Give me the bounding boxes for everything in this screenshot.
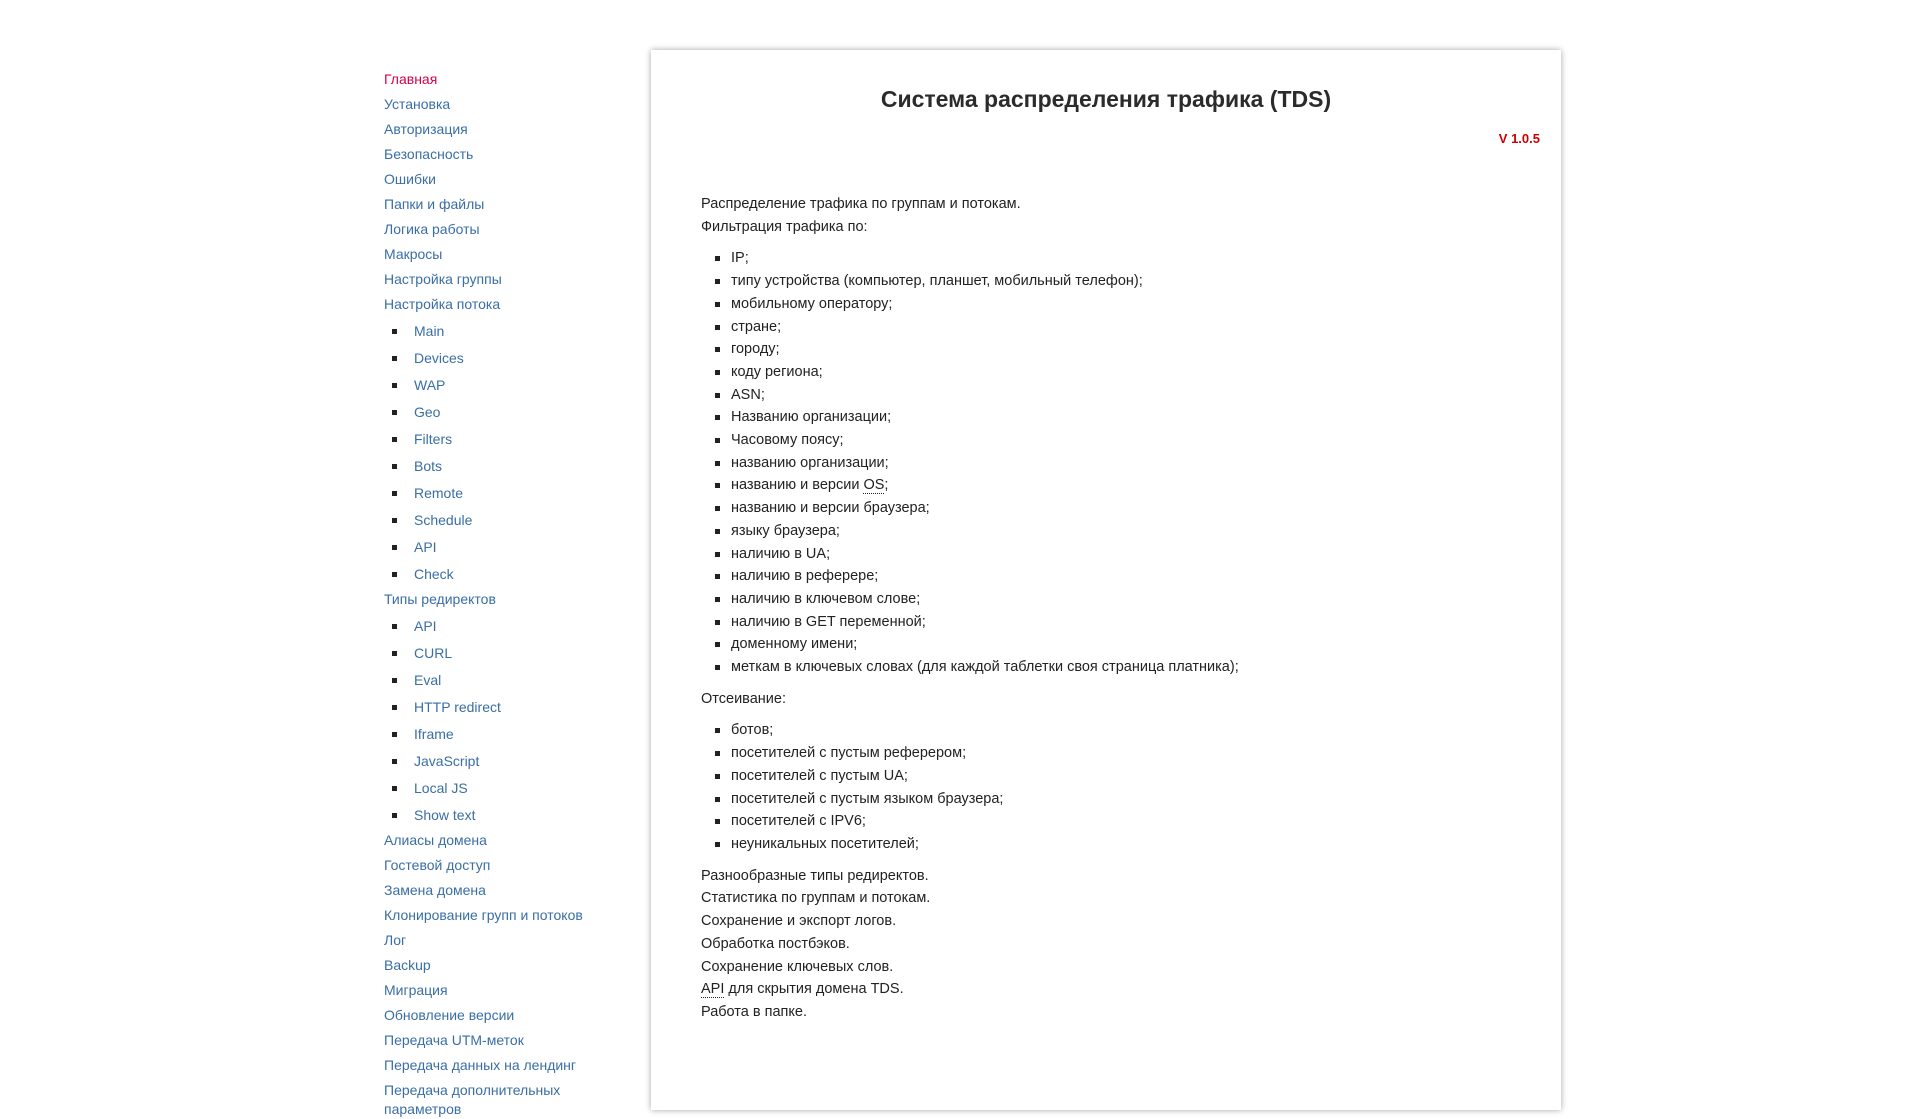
list-item-text: наличию в UA; xyxy=(731,545,831,562)
sidebar-link[interactable]: Безопасность xyxy=(384,146,474,162)
sidebar-subitem xyxy=(392,642,624,669)
list-item-text: доменному имени; xyxy=(731,636,858,653)
sidebar-link[interactable]: Миграция xyxy=(384,982,448,998)
sidebar-link[interactable]: Обновление версии xyxy=(384,1007,515,1023)
list-item xyxy=(731,406,1521,429)
sidebar-item xyxy=(384,956,624,981)
sidebar-submenu-wrapper xyxy=(384,320,624,590)
sidebar-link[interactable]: Backup xyxy=(384,957,431,973)
feature-line: API для скрытия домена TDS. xyxy=(701,981,904,998)
list-item xyxy=(731,719,1521,742)
sidebar-sublink[interactable]: Bots xyxy=(414,458,443,474)
bullet-icon xyxy=(392,759,397,764)
screening-label: Отсеивание: xyxy=(701,690,786,707)
bullet-icon xyxy=(392,678,397,683)
version-badge: V 1.0.5 xyxy=(1498,131,1540,146)
list-item xyxy=(731,565,1521,588)
feature-line: Статистика по группам и потокам. xyxy=(701,890,931,907)
bullet-icon xyxy=(392,383,397,388)
sidebar-nav xyxy=(384,70,624,1119)
sidebar-sublink[interactable]: HTTP redirect xyxy=(414,699,501,715)
sidebar-link[interactable]: Настройка группы xyxy=(384,271,502,287)
sidebar-link[interactable]: Папки и файлы xyxy=(384,196,485,212)
sidebar-item xyxy=(384,906,624,931)
sidebar-link[interactable]: Передача данных на лендинг xyxy=(384,1057,577,1073)
bullet-icon xyxy=(715,574,720,579)
list-item xyxy=(731,474,1521,497)
sidebar-link[interactable]: Типы редиректов xyxy=(384,591,496,607)
list-item xyxy=(731,742,1521,765)
sidebar-link[interactable]: Ошибки xyxy=(384,171,436,187)
sidebar-item xyxy=(384,220,624,245)
sidebar-link[interactable]: Лог xyxy=(384,932,407,948)
list-item xyxy=(731,656,1521,679)
sidebar-sublink[interactable]: Geo xyxy=(414,404,441,420)
list-item xyxy=(731,788,1521,811)
feature-line: Разнообразные типы редиректов. xyxy=(701,867,929,884)
list-item xyxy=(731,588,1521,611)
feature-line: Работа в папке. xyxy=(701,1003,807,1020)
list-item-text: названию и версии браузера; xyxy=(731,500,930,517)
sidebar-link[interactable]: Логика работы xyxy=(384,221,480,237)
sidebar-subitem xyxy=(392,401,624,428)
bullet-icon xyxy=(392,813,397,818)
sidebar-sublink[interactable]: Iframe xyxy=(414,726,454,742)
bullet-icon xyxy=(715,370,720,375)
sidebar-item xyxy=(384,145,624,170)
feature-line: Сохранение ключевых слов. xyxy=(701,958,894,975)
sidebar-link[interactable]: Гостевой доступ xyxy=(384,857,491,873)
sidebar-subitem xyxy=(392,615,624,642)
list-item-text: коду региона; xyxy=(731,363,823,380)
list-item-text: посетителей с IPV6; xyxy=(731,813,866,830)
bullet-icon xyxy=(715,347,720,352)
bullet-icon xyxy=(392,518,397,523)
sidebar-item xyxy=(384,245,624,270)
sidebar-subitem xyxy=(392,482,624,509)
abbreviation: API xyxy=(701,981,725,998)
sidebar-sublink[interactable]: WAP xyxy=(414,377,446,393)
bullet-icon xyxy=(392,410,397,415)
list-item xyxy=(731,361,1521,384)
list-item xyxy=(731,810,1521,833)
list-item-text: наличию в реферере; xyxy=(731,568,879,585)
sidebar-link[interactable]: Установка xyxy=(384,96,451,112)
list-item-text: городу; xyxy=(731,341,780,358)
list-item xyxy=(731,520,1521,543)
sidebar-item xyxy=(384,1056,624,1081)
sidebar-sublink[interactable]: Show text xyxy=(414,807,476,823)
list-item xyxy=(731,611,1521,634)
sidebar-item xyxy=(384,1006,624,1031)
sidebar-item xyxy=(384,1031,624,1056)
screening-list xyxy=(701,719,1521,855)
page-title: Система распределения трафика (TDS) xyxy=(880,86,1332,112)
list-item-text: IP; xyxy=(731,250,749,267)
sidebar-link[interactable]: Передача дополнительных параметров xyxy=(384,1082,561,1117)
sidebar-item xyxy=(384,590,624,615)
list-item-text: неуникальных посетителей; xyxy=(731,835,919,852)
bullet-icon xyxy=(392,732,397,737)
sidebar-item xyxy=(384,831,624,856)
sidebar-item xyxy=(384,981,624,1006)
bullet-icon xyxy=(392,572,397,577)
bullet-icon xyxy=(392,705,397,710)
bullet-icon xyxy=(715,279,720,284)
list-item xyxy=(731,452,1521,475)
feature-line: Сохранение и экспорт логов. xyxy=(701,913,897,930)
bullet-icon xyxy=(392,545,397,550)
sidebar-item xyxy=(384,70,624,95)
sidebar-sublink[interactable]: Schedule xyxy=(414,512,473,528)
sidebar-subitem xyxy=(392,669,624,696)
sidebar-item xyxy=(384,170,624,195)
list-item-text: Часовому поясу; xyxy=(731,432,844,449)
bullet-icon xyxy=(715,415,720,420)
intro-line: Распределение трафика по группам и потокам. xyxy=(701,196,1021,212)
sidebar-link[interactable]: Макросы xyxy=(384,246,443,262)
sidebar-sublink[interactable]: API xyxy=(414,618,437,634)
sidebar-subitem xyxy=(392,374,624,401)
sidebar-sublink[interactable]: Local JS xyxy=(414,780,468,796)
list-item xyxy=(731,543,1521,566)
bullet-icon xyxy=(715,552,720,557)
list-item xyxy=(731,293,1521,316)
bullet-icon xyxy=(392,624,397,629)
list-item-text: посетителей с пустым UA; xyxy=(731,767,908,784)
list-item-text: наличию в GET переменной; xyxy=(731,613,926,630)
list-item-text: посетителей с пустым языком браузера; xyxy=(731,790,1004,807)
list-item-text: ASN; xyxy=(731,386,765,403)
list-item xyxy=(731,270,1521,293)
list-item xyxy=(731,316,1521,339)
bullet-icon xyxy=(715,529,720,534)
main-content xyxy=(701,193,1521,1024)
bullet-icon xyxy=(715,302,720,307)
list-item-text: стране; xyxy=(731,318,782,335)
sidebar-item xyxy=(384,931,624,956)
sidebar-subitem xyxy=(392,347,624,374)
sidebar-subitem xyxy=(392,428,624,455)
list-item-text: Названию организации; xyxy=(731,409,892,426)
sidebar-link[interactable]: Клонирование групп и потоков xyxy=(384,907,583,923)
list-item-text: языку браузера; xyxy=(731,522,840,539)
bullet-icon xyxy=(715,483,720,488)
bullet-icon xyxy=(715,819,720,824)
bullet-icon xyxy=(715,325,720,330)
sidebar-item xyxy=(384,270,624,295)
bullet-icon xyxy=(715,751,720,756)
list-item-text: типу устройства (компьютер, планшет, мобильный телефон); xyxy=(731,273,1143,290)
sidebar-subitem xyxy=(392,723,624,750)
list-item-text: посетителей с пустым реферером; xyxy=(731,745,967,762)
sidebar-sublink[interactable]: API xyxy=(414,539,437,555)
list-item xyxy=(731,338,1521,361)
bullet-icon xyxy=(715,597,720,602)
sidebar-sublink[interactable]: CURL xyxy=(414,645,453,661)
list-item xyxy=(731,429,1521,452)
list-item-text: меткам в ключевых словах (для каждой таблетки своя страница платника); xyxy=(731,659,1239,676)
sidebar-item xyxy=(384,95,624,120)
list-item xyxy=(731,833,1521,856)
bullet-icon xyxy=(715,506,720,511)
bullet-icon xyxy=(715,665,720,670)
list-item-text: ботов; xyxy=(731,722,774,739)
bullet-icon xyxy=(715,642,720,647)
sidebar-item xyxy=(384,120,624,145)
sidebar-subitem xyxy=(392,455,624,482)
bullet-icon xyxy=(715,797,720,802)
sidebar-subitem xyxy=(392,536,624,563)
features-list xyxy=(701,865,1521,1024)
bullet-icon xyxy=(392,491,397,496)
sidebar-item xyxy=(384,881,624,906)
bullet-icon xyxy=(392,329,397,334)
sidebar-subitem xyxy=(392,320,624,347)
sidebar-subitem xyxy=(392,777,624,804)
sidebar-link[interactable]: Передача UTM-меток xyxy=(384,1032,524,1048)
sidebar-submenu xyxy=(384,320,624,590)
sidebar-subitem xyxy=(392,509,624,536)
sidebar-link[interactable]: Замена домена xyxy=(384,882,486,898)
sidebar-sublink[interactable]: Check xyxy=(414,566,454,582)
bullet-icon xyxy=(715,842,720,847)
sidebar-item xyxy=(384,1081,624,1119)
list-item-text: названию и версии OS; xyxy=(731,477,889,494)
intro-line: Фильтрация трафика по: xyxy=(701,218,868,235)
list-item xyxy=(731,247,1521,270)
sidebar-link[interactable]: Главная xyxy=(384,71,438,87)
bullet-icon xyxy=(715,774,720,779)
sidebar-subitem xyxy=(392,696,624,723)
sidebar-sublink[interactable]: Main xyxy=(414,323,445,339)
list-item-text: наличию в ключевом слове; xyxy=(731,590,921,607)
sidebar-sublink[interactable]: JavaScript xyxy=(414,753,480,769)
bullet-icon xyxy=(392,464,397,469)
list-item xyxy=(731,497,1521,520)
bullet-icon xyxy=(392,437,397,442)
sidebar-subitem xyxy=(392,750,624,777)
sidebar-sublink[interactable]: Remote xyxy=(414,485,464,501)
filters-list xyxy=(701,247,1521,678)
sidebar-sublink[interactable]: Filters xyxy=(414,431,453,447)
bullet-icon xyxy=(715,461,720,466)
list-item xyxy=(731,633,1521,656)
bullet-icon xyxy=(715,620,720,625)
sidebar-link[interactable]: Настройка потока xyxy=(384,296,501,312)
abbreviation: OS xyxy=(863,477,885,494)
bullet-icon xyxy=(392,651,397,656)
list-item xyxy=(731,765,1521,788)
bullet-icon xyxy=(715,728,720,733)
sidebar-item xyxy=(384,195,624,220)
bullet-icon xyxy=(715,438,720,443)
bullet-icon xyxy=(392,356,397,361)
sidebar-list xyxy=(384,70,624,1119)
sidebar-item xyxy=(384,295,624,320)
feature-line: Обработка постбэков. xyxy=(701,935,850,952)
sidebar-submenu-wrapper xyxy=(384,615,624,831)
bullet-icon xyxy=(392,786,397,791)
sidebar-sublink[interactable]: Devices xyxy=(414,350,464,366)
bullet-icon xyxy=(715,256,720,261)
content-card xyxy=(651,50,1561,1110)
sidebar-sublink[interactable]: Eval xyxy=(414,672,442,688)
sidebar-submenu xyxy=(384,615,624,831)
sidebar-link[interactable]: Авторизация xyxy=(384,121,468,137)
sidebar-subitem xyxy=(392,563,624,590)
sidebar-item xyxy=(384,856,624,881)
list-item xyxy=(731,384,1521,407)
bullet-icon xyxy=(715,393,720,398)
list-item-text: названию организации; xyxy=(731,454,889,471)
sidebar-subitem xyxy=(392,804,624,831)
sidebar-link[interactable]: Алиасы домена xyxy=(384,832,487,848)
list-item-text: мобильному оператору; xyxy=(731,295,893,312)
